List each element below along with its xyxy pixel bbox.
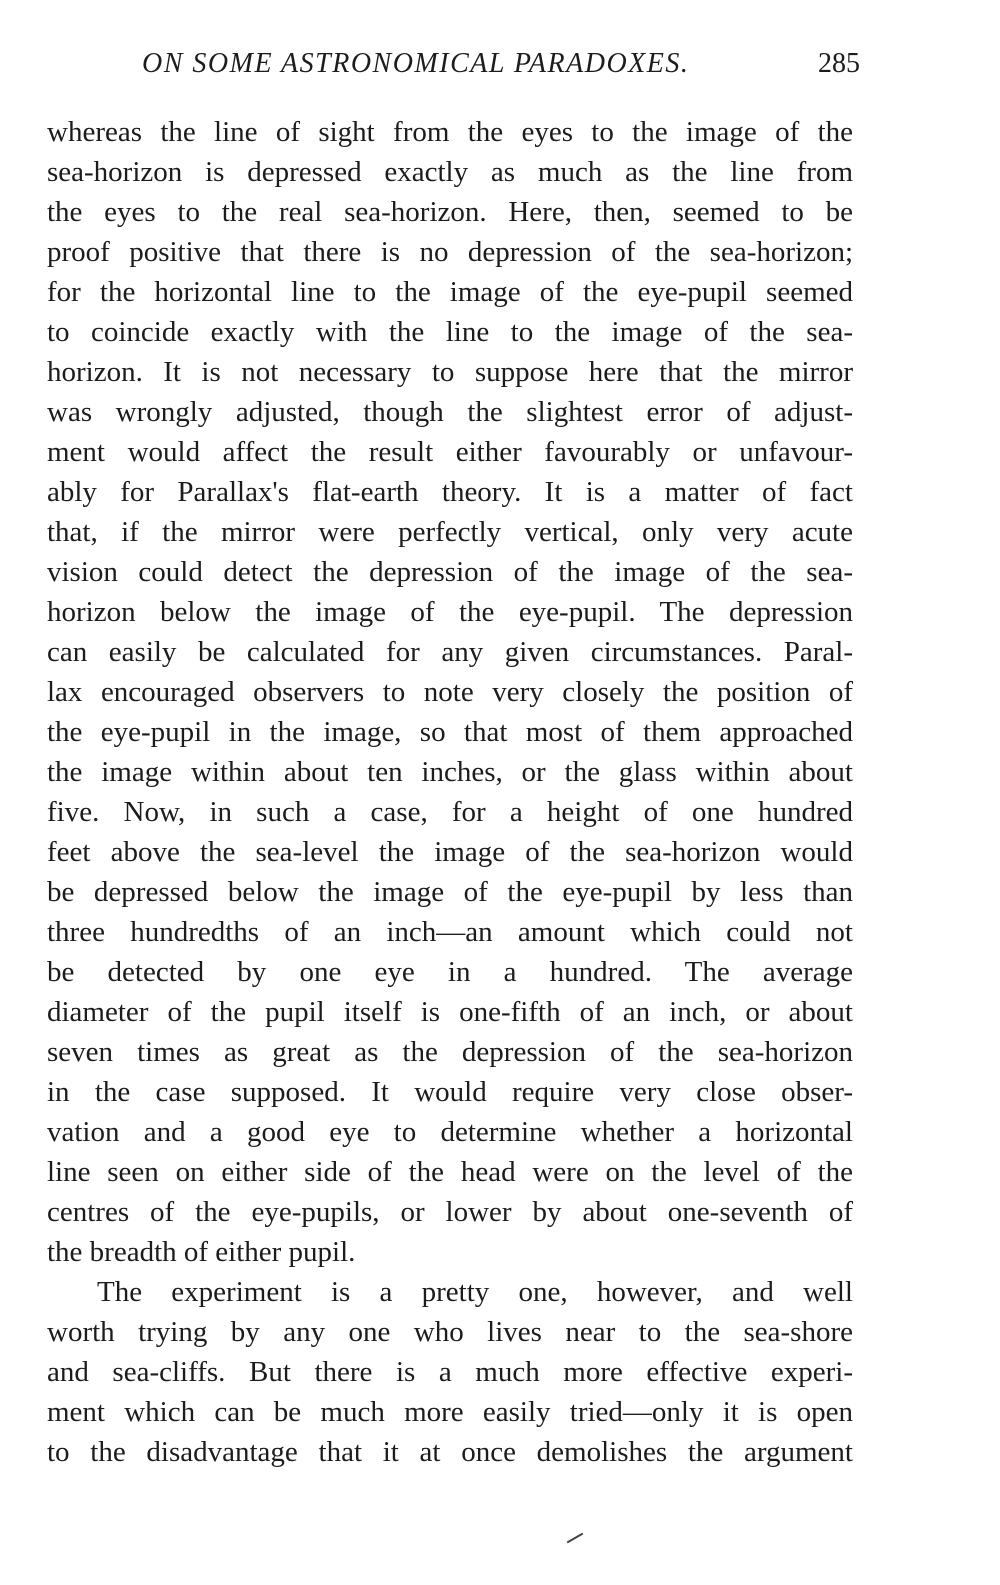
text-line: that, if the mirror were perfectly vertical, only very acute: [47, 516, 853, 548]
text-line: whereas the line of sight from the eyes to the image of the: [47, 116, 853, 148]
paragraph-end-line: the breadth of either pupil.: [47, 1236, 356, 1268]
text-line: five. Now, in such a case, for a height of one hundred: [47, 796, 853, 828]
text-line: lax encouraged observers to note very closely the position of: [47, 676, 853, 708]
text-line: be detected by one eye in a hundred. The average: [47, 956, 853, 988]
text-line: to the disadvantage that it at once demolishes the argument: [47, 1436, 853, 1468]
text-line: worth trying by any one who lives near to the sea-shore: [47, 1316, 853, 1348]
text-line: the eye-pupil in the image, so that most of them approached: [47, 716, 853, 748]
text-line: proof positive that there is no depression of the sea-horizon;: [47, 236, 853, 268]
text-line: diameter of the pupil itself is one-fifth of an inch, or about: [47, 996, 853, 1028]
body-text: [47, 112, 853, 1472]
stray-mark: [567, 1533, 584, 1544]
text-line: the eyes to the real sea-horizon. Here, then, seemed to be: [47, 196, 853, 228]
text-line: can easily be calculated for any given circumstances. Paral-: [47, 636, 853, 668]
text-line: vation and a good eye to determine whether a horizontal: [47, 1116, 853, 1148]
text-line: in the case supposed. It would require very close obser-: [47, 1076, 853, 1108]
text-line: was wrongly adjusted, though the slightest error of adjust-: [47, 396, 853, 428]
running-title: ON SOME ASTRONOMICAL PARADOXES.: [142, 48, 690, 79]
text-line: three hundredths of an inch—an amount which could not: [47, 916, 853, 948]
text-line: ment which can be much more easily tried—only it is open: [47, 1396, 853, 1428]
text-line: to coincide exactly with the line to the image of the sea-: [47, 316, 853, 348]
text-line: the image within about ten inches, or the glass within about: [47, 756, 853, 788]
text-line: vision could detect the depression of the image of the sea-: [47, 556, 853, 588]
text-line: centres of the eye-pupils, or lower by about one-seventh of: [47, 1196, 853, 1228]
paragraph-start-line: The experiment is a pretty one, however, and well: [97, 1276, 853, 1308]
text-line: ment would affect the result either favourably or unfavour-: [47, 436, 853, 468]
text-line: ably for Parallax's flat-earth theory. It is a matter of fact: [47, 476, 853, 508]
text-line: horizon below the image of the eye-pupil. The depression: [47, 596, 853, 628]
text-line: line seen on either side of the head were on the level of the: [47, 1156, 853, 1188]
text-line: for the horizontal line to the image of the eye-pupil seemed: [47, 276, 853, 308]
page-header: [120, 48, 860, 88]
text-line: be depressed below the image of the eye-pupil by less than: [47, 876, 853, 908]
text-line: horizon. It is not necessary to suppose here that the mirror: [47, 356, 853, 388]
text-line: and sea-cliffs. But there is a much more effective experi-: [47, 1356, 853, 1388]
text-line: feet above the sea-level the image of the sea-horizon would: [47, 836, 853, 868]
text-line: sea-horizon is depressed exactly as much as the line from: [47, 156, 853, 188]
page-number: 285: [818, 48, 860, 79]
text-line: seven times as great as the depression of the sea-horizon: [47, 1036, 853, 1068]
